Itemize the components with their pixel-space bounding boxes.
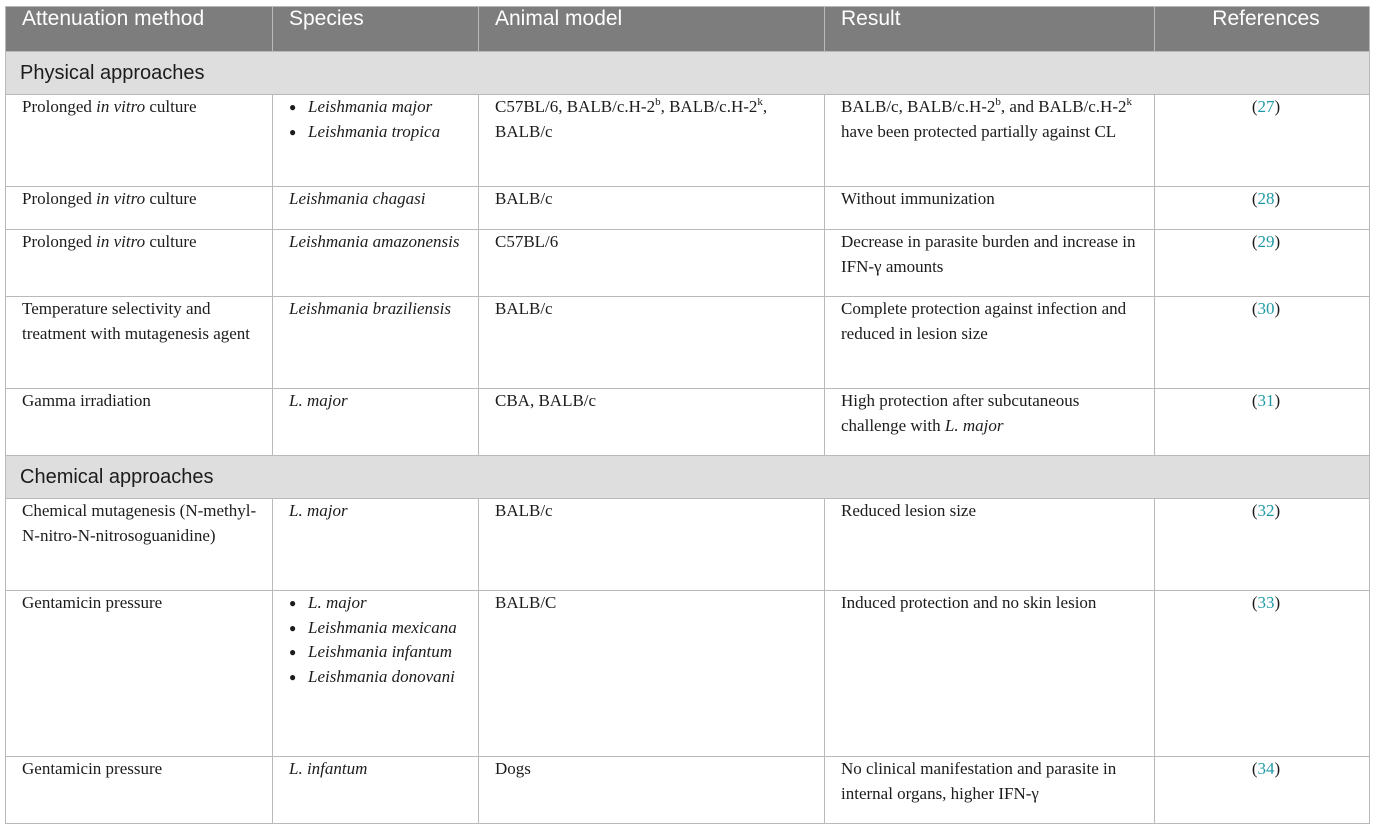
- cell-method: Prolonged in vitro culture: [6, 95, 273, 187]
- cell-method: Prolonged in vitro culture: [6, 187, 273, 230]
- cell-method: Gentamicin pressure: [6, 591, 273, 757]
- table-row: [6, 499, 1370, 591]
- cell-reference: (28): [1155, 187, 1370, 230]
- reference-link[interactable]: 34: [1257, 759, 1275, 778]
- reference-link[interactable]: 30: [1257, 299, 1275, 318]
- species-list-item: ● Leishmania mexicana: [289, 616, 470, 641]
- cell-species: L. infantum: [273, 757, 479, 824]
- cell-species: Leishmania chagasi: [273, 187, 479, 230]
- table-row: [6, 230, 1370, 297]
- cell-animal-model: BALB/C: [479, 591, 825, 757]
- cell-result: No clinical manifestation and parasite in internal organs, higher IFN-γ: [825, 757, 1155, 824]
- cell-species: Leishmania amazonensis: [273, 230, 479, 297]
- cell-reference: (31): [1155, 389, 1370, 456]
- header-references: References: [1155, 7, 1370, 52]
- table-row: [6, 591, 1370, 757]
- reference-link[interactable]: 27: [1257, 97, 1275, 116]
- cell-species: [273, 95, 479, 187]
- cell-reference: (27): [1155, 95, 1370, 187]
- cell-method: Prolonged in vitro culture: [6, 230, 273, 297]
- cell-method: Temperature selectivity and treatment with mutagenesis agent: [6, 297, 273, 389]
- cell-reference: (33): [1155, 591, 1370, 757]
- header-result: Result: [825, 7, 1155, 52]
- section-title: Physical approaches: [6, 52, 1370, 95]
- species-list-item: ● L. major: [289, 591, 470, 616]
- cell-species: [273, 591, 479, 757]
- reference-link[interactable]: 31: [1257, 391, 1275, 410]
- cell-result: High protection after subcutaneous challenge with L. major: [825, 389, 1155, 456]
- species-list-item: ● Leishmania major: [289, 95, 470, 120]
- table-row: [6, 95, 1370, 187]
- cell-result: Decrease in parasite burden and increase in IFN-γ amounts: [825, 230, 1155, 297]
- cell-result: Induced protection and no skin lesion: [825, 591, 1155, 757]
- table-row: [6, 187, 1370, 230]
- table-row: [6, 297, 1370, 389]
- reference-link[interactable]: 33: [1257, 593, 1275, 612]
- reference-link[interactable]: 28: [1257, 189, 1275, 208]
- cell-reference: (32): [1155, 499, 1370, 591]
- cell-species: L. major: [273, 499, 479, 591]
- cell-reference: (30): [1155, 297, 1370, 389]
- vaccine-attenuation-table: [5, 6, 1370, 824]
- reference-link[interactable]: 32: [1257, 501, 1275, 520]
- cell-result: Complete protection against infection and reduced in lesion size: [825, 297, 1155, 389]
- section-title: Chemical approaches: [6, 456, 1370, 499]
- cell-method: Gentamicin pressure: [6, 757, 273, 824]
- header-row: [6, 7, 1370, 52]
- cell-reference: (34): [1155, 757, 1370, 824]
- cell-species: L. major: [273, 389, 479, 456]
- table-row: [6, 757, 1370, 824]
- cell-method: Gamma irradiation: [6, 389, 273, 456]
- section-row: [6, 52, 1370, 95]
- species-list-item: ● Leishmania donovani: [289, 665, 470, 690]
- header-animal-model: Animal model: [479, 7, 825, 52]
- cell-animal-model: BALB/c: [479, 187, 825, 230]
- cell-result: Reduced lesion size: [825, 499, 1155, 591]
- cell-animal-model: C57BL/6: [479, 230, 825, 297]
- cell-result: Without immunization: [825, 187, 1155, 230]
- cell-species: Leishmania braziliensis: [273, 297, 479, 389]
- table-row: [6, 389, 1370, 456]
- species-list-item: ● Leishmania tropica: [289, 120, 470, 145]
- cell-reference: (29): [1155, 230, 1370, 297]
- cell-method: Chemical mutagenesis (N-methyl-N-nitro-N-nitrosoguanidine): [6, 499, 273, 591]
- reference-link[interactable]: 29: [1257, 232, 1275, 251]
- header-species: Species: [273, 7, 479, 52]
- cell-result: BALB/c, BALB/c.H-2$^b$, and BALB/c.H-2$^k$ have been protected partially against CL: [825, 95, 1155, 187]
- species-list-item: ● Leishmania infantum: [289, 640, 470, 665]
- cell-animal-model: Dogs: [479, 757, 825, 824]
- cell-animal-model: CBA, BALB/c: [479, 389, 825, 456]
- cell-animal-model: BALB/c: [479, 297, 825, 389]
- header-attenuation-method: Attenuation method: [6, 7, 273, 52]
- cell-animal-model: C57BL/6, BALB/c.H-2$^b$, BALB/c.H-2$^k$, BALB/c: [479, 95, 825, 187]
- section-row: [6, 456, 1370, 499]
- cell-animal-model: BALB/c: [479, 499, 825, 591]
